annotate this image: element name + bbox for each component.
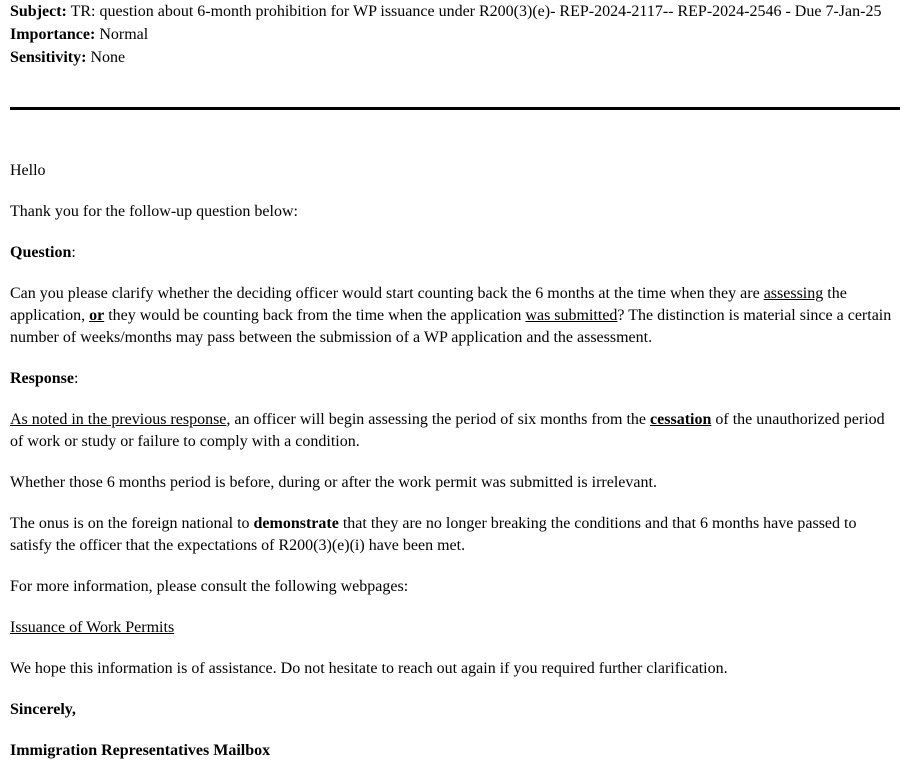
response1-part-2: of the unauthorized period of work or study or failure to comply with a condition. bbox=[10, 411, 885, 450]
email-body bbox=[10, 160, 900, 770]
sign-off: Sincerely, bbox=[10, 701, 76, 718]
response3-part-2: that they are no longer breaking the conditions and that 6 months have passed to satisfy the officer that the expectations of R200(3)(e)(i) have been met. bbox=[10, 515, 857, 554]
response-heading-colon: : bbox=[74, 370, 79, 387]
response1-cessation: cessation bbox=[650, 411, 712, 428]
webpage-link-line bbox=[10, 617, 900, 639]
question-or: or bbox=[89, 307, 105, 324]
response-heading-text: Response bbox=[10, 370, 75, 387]
response-paragraph-2: Whether those 6 months period is before, during or after the work permit was submitted is irrelevant. bbox=[10, 474, 657, 491]
importance-label: Importance: bbox=[10, 26, 96, 43]
importance-line bbox=[10, 23, 890, 46]
email-header bbox=[10, 0, 890, 69]
issuance-work-permits-link[interactable]: Issuance of Work Permits bbox=[10, 619, 175, 636]
subject-line bbox=[10, 0, 890, 23]
response-paragraph-1 bbox=[10, 409, 900, 453]
question-was-submitted: was submitted bbox=[525, 307, 618, 324]
signature: Immigration Representatives Mailbox bbox=[10, 742, 271, 759]
greeting: Hello bbox=[10, 162, 46, 179]
response3-part-1: The onus is on the foreign national to bbox=[10, 515, 254, 532]
response-paragraph-3 bbox=[10, 513, 900, 557]
sensitivity-line bbox=[10, 46, 890, 69]
question-part-3: they would be counting back from the time when the application bbox=[104, 307, 526, 324]
sensitivity-value: None bbox=[90, 49, 126, 66]
question-part-4: ? The distinction is material since a certain number of weeks/months may pass between the submission of a WP application and the assessment. bbox=[10, 307, 892, 346]
thanks-line: Thank you for the follow-up question below: bbox=[10, 203, 298, 220]
question-part-1: Can you please clarify whether the deciding officer would start counting back the 6 months at the time when they are bbox=[10, 285, 764, 302]
question-assessing: assessing bbox=[763, 285, 824, 302]
more-info-line: For more information, please consult the following webpages: bbox=[10, 578, 409, 595]
response-heading bbox=[10, 368, 900, 390]
question-heading bbox=[10, 242, 900, 264]
question-heading-colon: : bbox=[71, 244, 76, 261]
response3-demonstrate: demonstrate bbox=[253, 515, 339, 532]
previous-response-link[interactable]: As noted in the previous response bbox=[10, 411, 227, 428]
question-part-2: the application, bbox=[10, 285, 847, 324]
closing-note: We hope this information is of assistance. Do not hesitate to reach out again if you required further clarification. bbox=[10, 660, 728, 677]
sensitivity-label: Sensitivity: bbox=[10, 49, 87, 66]
question-text bbox=[10, 283, 900, 349]
subject-value: TR: question about 6-month prohibition for WP issuance under R200(3)(e)- REP-2024-2117-- REP-2024-2546 - Due 7-Jan-25 bbox=[70, 3, 882, 20]
importance-value: Normal bbox=[99, 26, 149, 43]
response1-part-1: , an officer will begin assessing the period of six months from the bbox=[226, 411, 651, 428]
header-divider bbox=[10, 107, 900, 110]
subject-label: Subject: bbox=[10, 3, 67, 20]
question-heading-text: Question bbox=[10, 244, 72, 261]
